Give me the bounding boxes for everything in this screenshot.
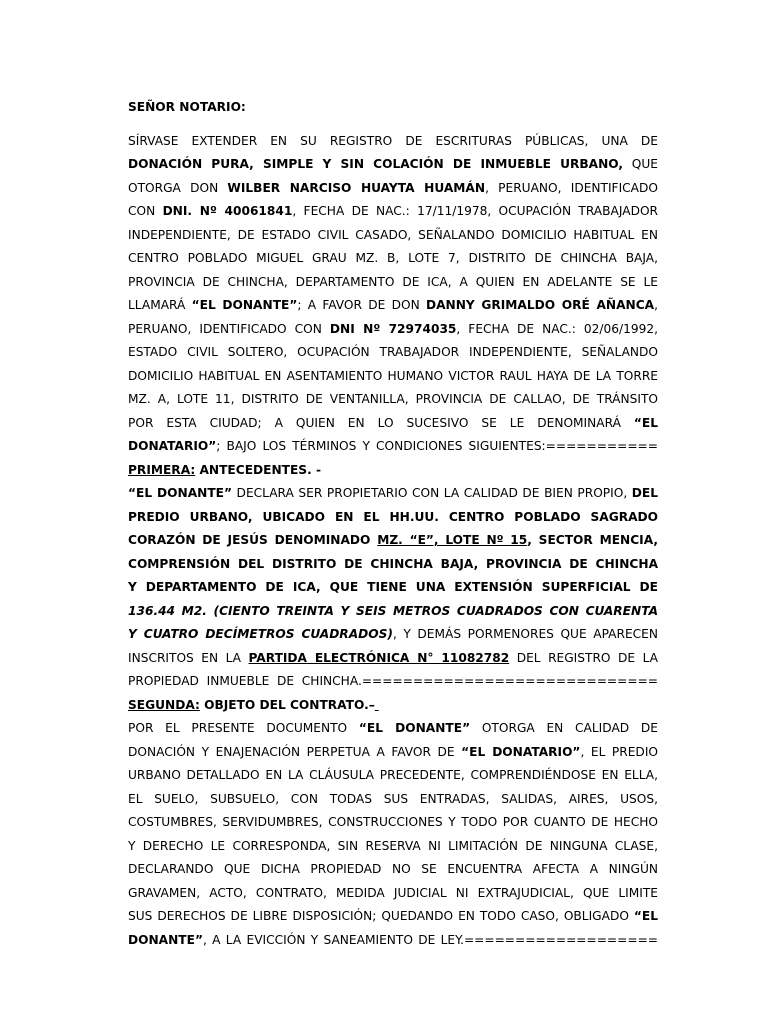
text-line — [128, 365, 658, 389]
text-line — [128, 130, 658, 154]
text-line — [128, 529, 658, 553]
text-segment: , Y DEMÁS PORMENORES QUE APARECEN — [392, 627, 658, 641]
text-segment: COSTUMBRES, SERVIDUMBRES, CONSTRUCCIONES Y TODO POR CUANTO DE HECHO — [128, 815, 658, 829]
text-segment: INDEPENDIENTE, DE ESTADO CIVIL CASADO, SEÑALANDO DOMICILIO HABITUAL EN — [128, 227, 658, 242]
text-line — [128, 670, 658, 694]
document-heading: SEÑOR NOTARIO: — [128, 100, 246, 114]
text-segment: WILBER NARCISO HUAYTA HUAMÁN — [227, 180, 486, 195]
text-segment: CON — [128, 204, 163, 218]
text-segment: DONANTE” — [128, 932, 203, 947]
text-line — [128, 153, 658, 177]
spacer — [128, 120, 658, 130]
text-segment: PRIMERA: — [128, 462, 196, 477]
text-line — [128, 694, 658, 718]
text-line — [128, 388, 658, 412]
text-line — [128, 294, 658, 318]
text-line — [128, 341, 658, 365]
text-segment: CENTRO POBLADO MIGUEL GRAU MZ. B, LOTE 7, DISTRITO DE CHINCHA BAJA, — [128, 251, 658, 265]
text-segment: DONATARIO” — [128, 439, 217, 453]
text-segment: EL SUELO, SUBSUELO, CON TODAS SUS ENTRADAS, SALIDAS, AIRES, USOS, — [128, 791, 658, 806]
text-segment: URBANO DETALLADO EN LA CLÁUSULA PRECEDENTE, COMPRENDIÉNDOSE EN ELLA, — [128, 768, 658, 782]
text-line — [128, 435, 658, 459]
text-segment: SUS DERECHOS DE LIBRE DISPOSICIÓN; QUEDANDO EN TODO CASO, OBLIGADO — [128, 909, 634, 923]
text-segment: DNI Nº 72974035 — [329, 321, 457, 336]
text-segment: OTORGA DON — [128, 180, 228, 195]
document-page — [128, 96, 658, 952]
text-segment: Y DEPARTAMENTO DE ICA, QUE TIENE UNA EXTENSIÓN SUPERFICIAL DE — [128, 580, 658, 594]
text-segment: , SECTOR MENCIA, — [527, 533, 658, 547]
text-segment: , A LA EVICCIÓN Y SANEAMIENTO DE LEY.=================== — [202, 932, 658, 947]
text-segment: POR ESTA CIUDAD; A QUIEN EN LO SUCESIVO SE LE DENOMINARÁ — [128, 415, 634, 430]
text-segment: OBJETO DEL CONTRATO.– — [199, 697, 375, 712]
text-segment: DECLARANDO QUE DICHA PROPIEDAD NO SE ENCUENTRA AFECTA A NINGÚN — [128, 862, 658, 876]
text-line — [128, 271, 658, 295]
text-line — [128, 835, 658, 859]
text-segment: “EL DONANTE” — [358, 721, 471, 735]
text-segment: Y CUATRO DECÍMETROS CUADRADOS) — [128, 627, 393, 641]
text-line — [128, 247, 658, 271]
text-segment: PROPIEDAD INMUEBLE DE CHINCHA.============================= — [128, 674, 658, 688]
text-segment: DEL REGISTRO DE LA — [509, 650, 658, 665]
text-line — [128, 506, 658, 530]
text-segment: , EL PREDIO — [580, 744, 658, 759]
text-segment: PREDIO URBANO, UBICADO EN EL HH.UU. CENTRO POBLADO SAGRADO — [128, 509, 658, 524]
text-segment: DONACIÓN Y ENAJENACIÓN PERPETUA A FAVOR DE — [128, 744, 462, 759]
text-line — [128, 788, 658, 812]
text-segment: POR EL PRESENTE DOCUMENTO — [128, 721, 359, 735]
text-segment: DECLARA SER PROPIETARIO CON LA CALIDAD DE BIEN PROPIO, — [232, 486, 632, 500]
text-line — [128, 200, 658, 224]
text-line — [128, 623, 658, 647]
text-segment: INSCRITOS EN LA — [128, 650, 249, 665]
text-segment: DANNY GRIMALDO ORÉ AÑANCA — [425, 298, 655, 312]
text-segment: “EL — [633, 909, 658, 923]
text-line — [128, 224, 658, 248]
text-segment: PROVINCIA DE CHINCHA, DEPARTAMENTO DE ICA, A QUIEN EN ADELANTE SE LE — [128, 274, 658, 289]
text-segment: , — [654, 298, 658, 312]
text-segment: “EL — [633, 415, 658, 430]
text-segment: OTORGA EN CALIDAD DE — [470, 721, 658, 735]
text-segment: PERUANO, IDENTIFICADO CON — [128, 321, 330, 336]
text-line — [128, 764, 658, 788]
text-segment: 136.44 M2. (CIENTO TREINTA Y SEIS METROS CUADRADOS CON CUARENTA — [128, 603, 658, 618]
text-segment: CORAZÓN DE JESÚS DENOMINADO — [128, 533, 378, 547]
text-line — [128, 882, 658, 906]
text-line — [128, 905, 658, 929]
text-segment: QUE — [623, 157, 658, 171]
text-segment: DOMICILIO HABITUAL EN ASENTAMIENTO HUMANO VICTOR RAUL HAYA DE LA TORRE — [128, 368, 658, 383]
text-segment: SEGUNDA: — [128, 697, 200, 712]
text-segment: SÍRVASE EXTENDER EN SU REGISTRO DE ESCRITURAS PÚBLICAS, UNA DE — [128, 133, 658, 148]
text-segment: ESTADO CIVIL SOLTERO, OCUPACIÓN TRABAJADOR INDEPENDIENTE, SEÑALANDO — [128, 345, 658, 359]
text-line — [128, 741, 658, 765]
text-segment: “EL DONANTE” — [128, 486, 232, 500]
text-line — [128, 318, 658, 342]
text-segment: , FECHA DE NAC.: 17/11/1978, OCUPACIÓN TRABAJADOR — [292, 204, 658, 218]
text-segment — [375, 698, 379, 712]
text-segment: GRAVAMEN, ACTO, CONTRATO, MEDIDA JUDICIAL NI EXTRAJUDICIAL, QUE LIMITE — [128, 885, 658, 900]
text-segment: MZ. “E”, LOTE Nº 15 — [377, 533, 528, 547]
text-line — [128, 647, 658, 671]
text-segment: PARTIDA ELECTRÓNICA N° 11082782 — [248, 650, 510, 665]
text-segment: Y DERECHO LE CORRESPONDA, SIN RESERVA NI LIMITACIÓN DE NINGUNA CLASE, — [128, 838, 658, 853]
text-segment: ; BAJO LOS TÉRMINOS Y CONDICIONES SIGUIENTES:=========== — [216, 439, 658, 453]
text-segment: “EL DONATARIO” — [461, 744, 581, 759]
text-segment: DNI. Nº 40061841 — [162, 204, 293, 218]
text-segment: , FECHA DE NAC.: 02/06/1992, — [456, 321, 658, 336]
text-line — [128, 459, 658, 483]
text-line — [128, 858, 658, 882]
text-line — [128, 811, 658, 835]
text-line — [128, 600, 658, 624]
text-line — [128, 482, 658, 506]
document-body — [128, 130, 658, 953]
text-segment: MZ. A, LOTE 11, DISTRITO DE VENTANILLA, PROVINCIA DE CALLAO, DE TRÁNSITO — [128, 392, 658, 406]
text-segment: COMPRENSIÓN DEL DISTRITO DE CHINCHA BAJA, PROVINCIA DE CHINCHA — [128, 556, 658, 571]
text-line — [128, 576, 658, 600]
text-line — [128, 717, 658, 741]
text-line — [128, 412, 658, 436]
text-line — [128, 929, 658, 953]
text-segment: LLAMARÁ — [128, 298, 192, 312]
text-line — [128, 177, 658, 201]
text-line — [128, 553, 658, 577]
text-segment: ANTECEDENTES. - — [195, 462, 322, 477]
text-segment: DONACIÓN PURA, SIMPLE Y SIN COLACIÓN DE INMUEBLE URBANO, — [128, 157, 623, 171]
text-segment: DEL — [631, 486, 658, 500]
text-segment: , PERUANO, IDENTIFICADO — [485, 180, 658, 195]
text-segment: ; A FAVOR DE DON — [297, 298, 426, 312]
text-segment: “EL DONANTE” — [191, 298, 298, 312]
